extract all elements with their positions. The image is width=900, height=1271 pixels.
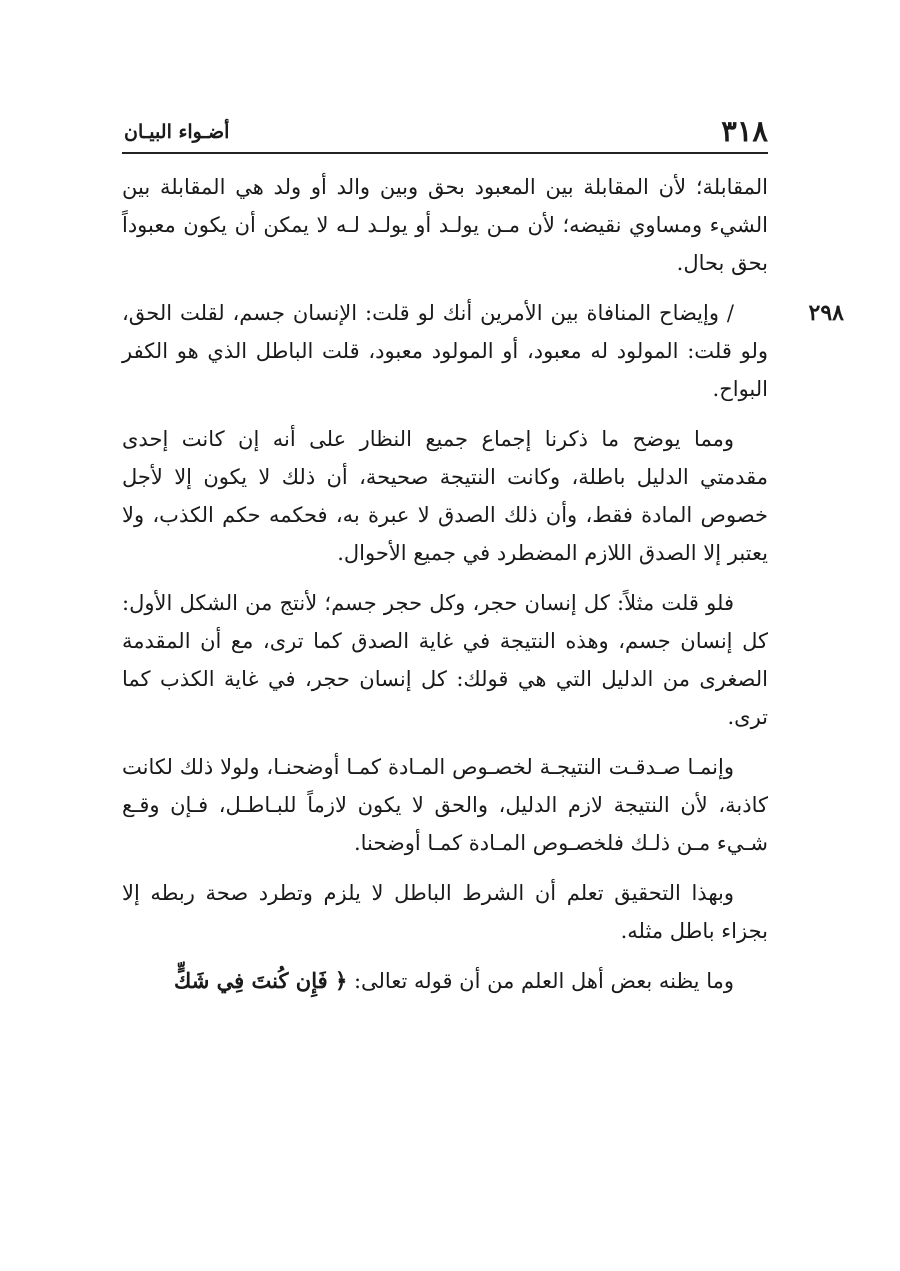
book-title: أضـواء البيـان [124, 121, 230, 143]
book-page [122, 0, 844, 1271]
paragraph-7-text: وما يظنه بعض أهل العلم من أن قوله تعالى: [353, 969, 734, 993]
paragraph-2 [122, 294, 844, 408]
paragraph-7 [122, 962, 768, 1000]
paragraph-4: فلو قلت مثلاً: كل إنسان حجر، وكل حجر جسم؛ لأنتج من الشكل الأول: كل إنسان جسم، وهذه النتيجة في غاية الصدق كما ترى، مع أن المقدمة الصغرى من الدليل التي هي قولك: كل إنسان حجر، في غاية الكذب كما ترى. [122, 591, 768, 729]
paragraph-6: وبهذا التحقيق تعلم أن الشرط الباطل لا يلزم وتطرد صحة ربطه إلا بجزاء باطل مثله. [122, 881, 768, 943]
page-number: ٣١٨ [721, 114, 768, 148]
paragraph-5: وإنمـا صـدقـت النتيجـة لخصـوص المـادة كمـا أوضحنـا، ولولا ذلك لكانت كاذبة، لأن النتيجة لازم الدليل، والحق لا يكون لازماً للبـاطـل، فـإن وقـع شـيء مـن ذلـك فلخصـوص المـادة كمـا أوضحنا. [122, 755, 768, 855]
paragraph-2-text: / وإيضاح المنافاة بين الأمرين أنك لو قلت: الإنسان جسم، لقلت الحق، ولو قلت: المولود له معبود، أو المولود معبود، قلت الباطل الذي هو الكفر البواح. [122, 301, 768, 401]
paragraph-3: ومما يوضح ما ذكرنا إجماع جميع النظار على أنه إن كانت إحدى مقدمتي الدليل باطلة، وكانت النتيجة صحيحة، أن ذلك لا يكون إلا لأجل خصوص المادة فقط، وأن ذلك الصدق لا عبرة به، فحكمه حكم الكذب، ولا يعتبر إلا الصدق اللازم المضطرد في جميع الأحوال. [122, 427, 768, 565]
running-header [122, 112, 768, 154]
paragraph-1: المقابلة؛ لأن المقابلة بين المعبود بحق وبين والد أو ولد هي المقابلة بين الشيء ومساوي نقيضه؛ لأن مـن يولـد أو يولـد لـه لا يمكن أن يكون معبوداً بحق بحال. [122, 175, 768, 275]
body-text [122, 168, 844, 1012]
margin-page-marker: ٢٩٨ [808, 300, 844, 326]
quran-quote: ﴿ فَإِن كُنتَ فِي شَكٍّ [174, 968, 348, 993]
